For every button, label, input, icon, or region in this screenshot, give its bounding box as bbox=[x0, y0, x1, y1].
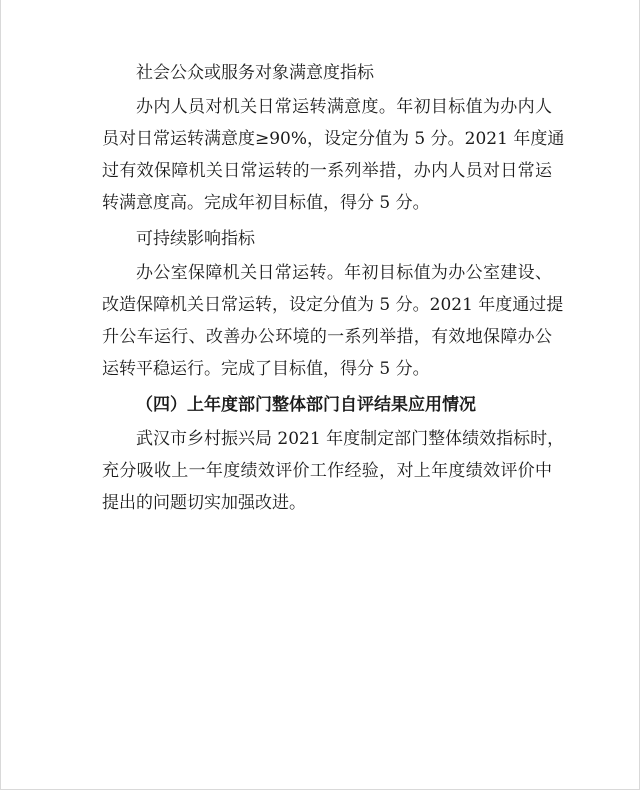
paragraph-sustainability bbox=[102, 257, 564, 385]
paragraph-line: 转满意度高。完成年初目标值，得分 5 分。 bbox=[102, 193, 430, 213]
heading-sustainability: 可持续影响指标 bbox=[136, 229, 255, 249]
paragraph-line: 员对日常运转满意度≥90%，设定分值为 5 分。2021 年度通 bbox=[102, 129, 565, 149]
paragraph-line: 办公室保障机关日常运转。年初目标值为办公室建设、 bbox=[136, 263, 552, 283]
paragraph-line: 武汉市乡村振兴局 2021 年度制定部门整体绩效指标时， bbox=[136, 429, 565, 449]
paragraph-line: 充分吸收上一年度绩效评价工作经验，对上年度绩效评价中 bbox=[102, 461, 552, 481]
paragraph-line: 过有效保障机关日常运转的一系列举措，办内人员对日常运 bbox=[102, 161, 552, 181]
paragraph-line: 升公车运行、改善办公环境的一系列举措，有效地保障办公 bbox=[102, 327, 552, 347]
heading-satisfaction: 社会公众或服务对象满意度指标 bbox=[136, 63, 374, 83]
paragraph-line: 办内人员对机关日常运转满意度。年初目标值为办内人 bbox=[136, 97, 552, 117]
paragraph-line: 提出的问题切实加强改进。 bbox=[102, 493, 306, 513]
paragraph-satisfaction bbox=[102, 91, 565, 219]
paragraph-line: 改造保障机关日常运转，设定分值为 5 分。2021 年度通过提 bbox=[102, 295, 564, 315]
paragraph-line: 运转平稳运行。完成了目标值，得分 5 分。 bbox=[102, 359, 430, 379]
heading-self-evaluation: （四）上年度部门整体部门自评结果应用情况 bbox=[136, 395, 476, 415]
document-page bbox=[102, 58, 565, 524]
paragraph-self-evaluation bbox=[102, 423, 565, 519]
